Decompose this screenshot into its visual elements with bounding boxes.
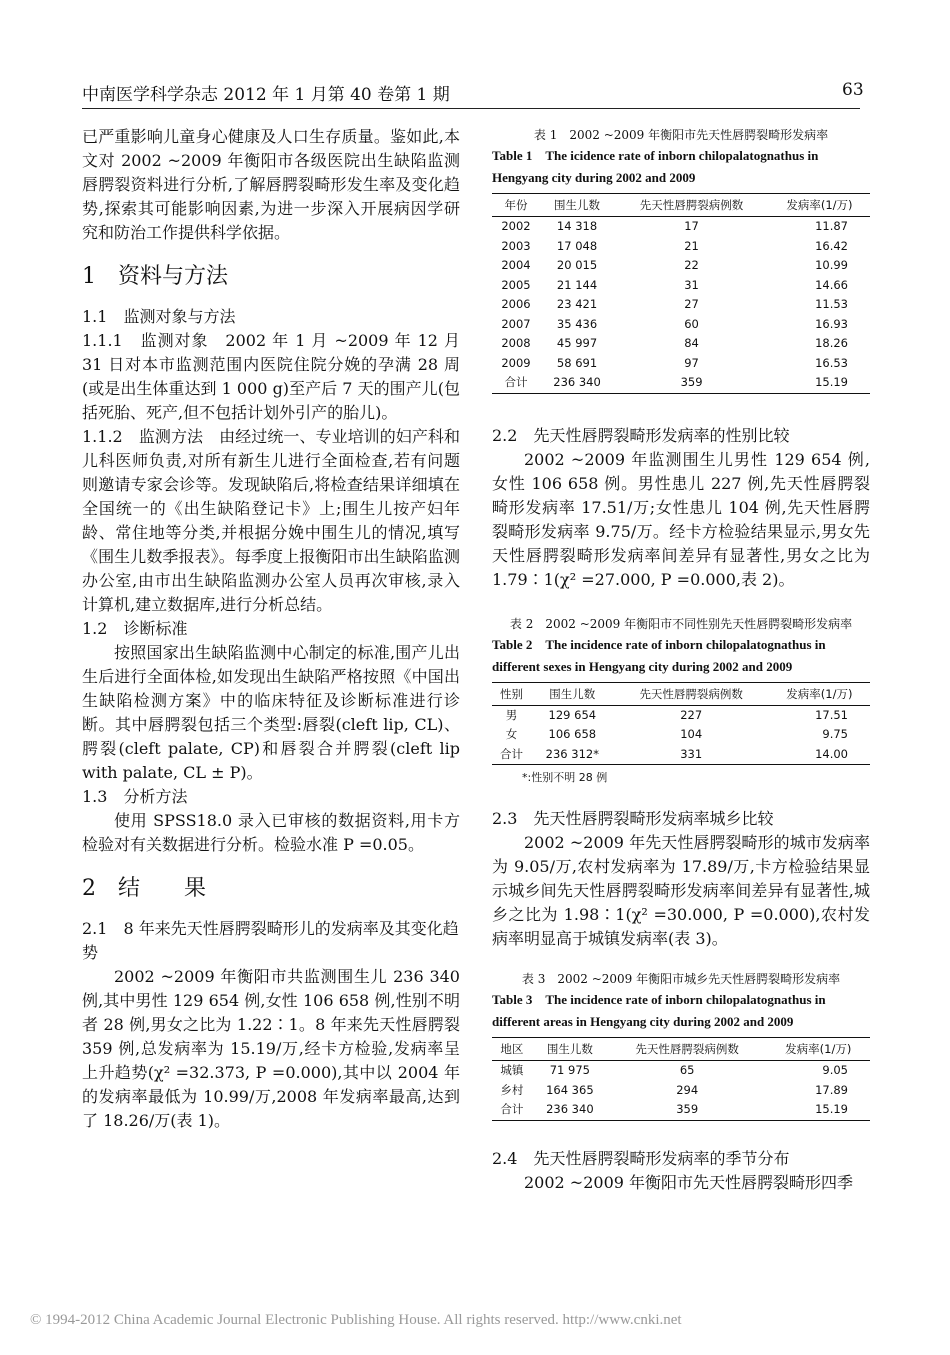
table-cell: 97 <box>684 355 699 370</box>
table-cell: 2005 <box>501 277 531 292</box>
table-cell: 236 340 <box>540 373 614 393</box>
table-cell: 2003 <box>501 238 531 253</box>
table-2-header: 先天性唇腭裂病例数 <box>614 682 769 705</box>
table-cell: 11.87 <box>815 219 848 233</box>
table-row <box>492 725 870 745</box>
table-2-caption-cn: 表 2 2002 ~2009 年衡阳市不同性别先天性唇腭裂畸形发病率 <box>509 616 853 631</box>
subsection-1-1: 1.1 监测对象与方法 <box>82 307 236 326</box>
table-cell: 14 318 <box>556 219 598 233</box>
table-cell: 乡村 <box>500 1082 524 1097</box>
table-2-caption-en: Table 2 The incidence rate of inborn chilopalatognathus in different sexes in Hengyang city during 2002 and 2009 <box>492 636 826 674</box>
table-row <box>492 373 870 393</box>
table-cell: 15.19 <box>769 373 870 393</box>
table-cell: 227 <box>680 707 703 722</box>
table-cell: 58 691 <box>556 355 598 370</box>
table-row <box>492 1100 870 1120</box>
table-cell: 11.53 <box>815 297 848 311</box>
table-3-header: 围生儿数 <box>532 1038 608 1061</box>
table-cell: 17 048 <box>556 238 598 253</box>
table-3-header: 发病率(1/万) <box>766 1038 870 1061</box>
table-cell: 女 <box>505 727 518 741</box>
table-cell: 2007 <box>501 316 531 331</box>
subsection-2-4: 2.4 先天性唇腭裂畸形发病率的季节分布 <box>492 1148 790 1168</box>
table-row <box>492 705 870 725</box>
paragraph-1-1-1: 1.1.1 监测对象 2002 年 1 月 ~2009 年 12 月 31 日对本市监测范围内医院住院分娩的孕满 28 周(或是出生体重达到 1 000 g)至产后 7 天的围产儿(包括死胎、死产,但不包括计划外引产的胎儿)。 <box>82 331 460 422</box>
table-cell: 20 015 <box>556 258 598 272</box>
table-cell: 35 436 <box>556 316 598 331</box>
table-cell: 106 658 <box>548 727 597 741</box>
table-cell: 45 997 <box>556 336 598 350</box>
table-cell: 9.05 <box>822 1063 848 1077</box>
paragraph-2-1: 2002 ~2009 年衡阳市共监测围生儿 236 340 例,其中男性 129 654 例,女性 106 658 例,性别不明者 28 例,男女之比为 1.22∶1。8 年来先天性唇腭裂 359 例,总发病率为 15.19/万,经卡方检验,发病率呈上升趋势(χ² =32.373, P =0.000),其中以 2004 年的发病率最低为 10.99/万,2008 年发病率最高,达到了 18.26/万(表 1)。 <box>82 967 460 1130</box>
table-cell: 10.99 <box>815 258 848 272</box>
table-cell: 236 340 <box>532 1100 608 1120</box>
table-1-header: 先天性唇腭裂病例数 <box>614 194 769 217</box>
table-cell: 2006 <box>501 297 531 311</box>
left-column <box>82 125 460 1133</box>
table-cell: 60 <box>684 316 699 331</box>
table-cell: 104 <box>680 727 703 741</box>
table-row <box>492 237 870 257</box>
table-cell: 合计 <box>492 373 540 393</box>
table-row <box>492 745 870 765</box>
table-cell: 129 654 <box>548 707 597 722</box>
table-row <box>492 276 870 296</box>
paragraph-2-3: 2002 ~2009 年先天性唇腭裂畸形的城市发病率为 9.05/万,农村发病率为 17.89/万,卡方检验结果显示城乡间先天性唇腭裂畸形发病率间差异有显著性,城乡之比为 1.98∶1(χ² =30.000, P =0.000),农村发病率明显高于城镇发病率(表 3)。 <box>492 833 870 948</box>
table-cell: 合计 <box>492 745 531 765</box>
table-1-header: 发病率(1/万) <box>769 194 870 217</box>
table-cell: 31 <box>684 277 699 292</box>
table-cell: 22 <box>684 258 699 272</box>
table-cell: 65 <box>679 1063 695 1077</box>
table-cell: 2009 <box>501 355 531 370</box>
table-cell: 71 975 <box>549 1063 590 1077</box>
table-cell: 2008 <box>501 336 531 350</box>
table-cell: 城镇 <box>500 1063 524 1077</box>
section-1-title: 1 资料与方法 <box>82 264 228 289</box>
table-3-header: 地区 <box>492 1038 532 1061</box>
table-cell: 17.51 <box>815 707 848 722</box>
paragraph-1-2: 按照国家出生缺陷监测中心制定的标准,围产儿出生后进行全面体检,如发现出生缺陷严格按照《中国出生缺陷检测方案》中的临床特征及诊断标准进行诊断。其中唇腭裂包括三个类型:唇裂(cleft lip, CL)、腭裂(cleft palate, CP)和唇裂合并腭裂(cleft lip with palate, CL ± P)。 <box>82 643 460 782</box>
table-cell: 15.19 <box>766 1100 870 1120</box>
subsection-1-3: 1.3 分析方法 <box>82 787 188 806</box>
table-2-note: *:性别不明 28 例 <box>522 771 608 784</box>
table-cell: 27 <box>684 297 699 311</box>
table-1-header: 围生儿数 <box>540 194 614 217</box>
table-cell: 合计 <box>492 1100 532 1120</box>
copyright-footer: © 1994-2012 China Academic Journal Electronic Publishing House. All rights reserved. http://www.cnki.net <box>30 1312 682 1328</box>
table-row <box>492 295 870 315</box>
page-number: 63 <box>842 80 864 100</box>
table-cell: 236 312* <box>531 745 614 765</box>
table-cell: 18.26 <box>815 336 848 350</box>
paragraph-2-2: 2002 ~2009 年监测围生儿男性 129 654 例,女性 106 658 例。男性患儿 227 例,先天性唇腭裂畸形发病率 17.51/万;女性患儿 104 例,先天性唇腭裂畸形发病率 9.75/万。经卡方检验结果显示,男女先天性唇腭裂畸形发病率间差异有显著性,男女之比为 1.79∶1(χ² =27.000, P =0.000,表 2)。 <box>492 449 870 589</box>
table-cell: 21 144 <box>556 277 598 292</box>
table-cell: 14.00 <box>769 745 870 765</box>
table-2 <box>492 682 870 766</box>
table-3-header: 先天性唇腭裂病例数 <box>608 1038 767 1061</box>
table-cell: 359 <box>614 373 769 393</box>
table-cell: 84 <box>684 336 699 350</box>
subsection-1-2: 1.2 诊断标准 <box>82 619 188 638</box>
table-row <box>492 1061 870 1081</box>
subsection-2-3: 2.3 先天性唇腭裂畸形发病率城乡比较 <box>492 809 774 828</box>
subsection-2-2: 2.2 先天性唇腭裂畸形发病率的性别比较 <box>492 425 790 445</box>
table-cell: 17.89 <box>815 1082 848 1097</box>
table-cell: 2002 <box>501 219 531 233</box>
table-1-header: 年份 <box>492 194 540 217</box>
table-row <box>492 1081 870 1101</box>
table-1 <box>492 193 870 394</box>
table-cell: 331 <box>614 745 769 765</box>
table-cell: 2004 <box>501 258 531 272</box>
section-2-title: 2 结 果 <box>82 876 206 901</box>
subsection-2-1: 2.1 8 年来先天性唇腭裂畸形儿的发病率及其变化趋势 <box>82 919 459 962</box>
paragraph-1-1-2: 1.1.2 监测方法 由经过统一、专业培训的妇产科和儿科医师负责,对所有新生儿进行全面检查,若有问题则邀请专家会诊等。发现缺陷后,将检查结果详细填在全国统一的《出生缺陷登记卡》上;围生儿按产妇年龄、常住地等分类,并根据分娩中围生儿的情况,填写《围生儿数季报表》。每季度上报衡阳市出生缺陷监测办公室,由市出生缺陷监测办公室人员再次审核,录入计算机,建立数据库,进行分析总结。 <box>82 427 460 614</box>
table-3 <box>492 1037 870 1121</box>
table-2-header: 性别 <box>492 682 531 705</box>
table-cell: 16.93 <box>815 316 848 331</box>
table-cell: 359 <box>608 1100 767 1120</box>
table-cell: 男 <box>505 707 518 722</box>
table-cell: 294 <box>676 1082 699 1097</box>
table-cell: 21 <box>684 238 699 253</box>
table-cell: 14.66 <box>815 277 848 292</box>
table-3-caption-en: Table 3 The incidence rate of inborn chilopalatognathus in different areas in Hengyang city during 2002 and 2009 <box>492 992 826 1029</box>
table-cell: 17 <box>684 219 699 233</box>
table-cell: 16.42 <box>815 238 848 253</box>
table-cell: 164 365 <box>546 1082 594 1097</box>
table-1-caption-cn: 表 1 2002 ~2009 年衡阳市先天性唇腭裂畸形发病率 <box>533 128 829 142</box>
table-row <box>492 256 870 276</box>
table-row <box>492 354 870 374</box>
table-row <box>492 334 870 354</box>
right-column <box>492 125 870 1195</box>
table-row <box>492 217 870 237</box>
table-1-caption-en: Table 1 The icidence rate of inborn chilopalatognathus in Hengyang city during 2002 and 2009 <box>492 148 819 185</box>
table-cell: 9.75 <box>822 727 848 741</box>
journal-header: 中南医学科学杂志 2012 年 1 月第 40 卷第 1 期 <box>82 85 450 105</box>
table-cell: 23 421 <box>556 297 598 311</box>
paragraph-1-3: 使用 SPSS18.0 录入已审核的数据资料,用卡方检验对有关数据进行分析。检验水准 P =0.05。 <box>82 811 460 854</box>
table-2-header: 发病率(1/万) <box>769 682 870 705</box>
table-row <box>492 315 870 335</box>
intro-paragraph: 已严重影响儿童身心健康及人口生存质量。鉴如此,本文对 2002 ~2009 年衡阳市各级医院出生缺陷监测唇腭裂资料进行分析,了解唇腭裂畸形发生率及变化趋势,探索其可能影响因素,为进一步深入开展病因学研究和防治工作提供科学依据。 <box>82 127 460 242</box>
paragraph-2-4: 2002 ~2009 年衡阳市先天性唇腭裂畸形四季 <box>524 1172 854 1192</box>
table-2-header: 围生儿数 <box>531 682 614 705</box>
table-3-caption-cn: 表 3 2002 ~2009 年衡阳市城乡先天性唇腭裂畸形发病率 <box>521 972 841 986</box>
header-rule <box>82 108 860 109</box>
table-cell: 16.53 <box>815 355 848 370</box>
